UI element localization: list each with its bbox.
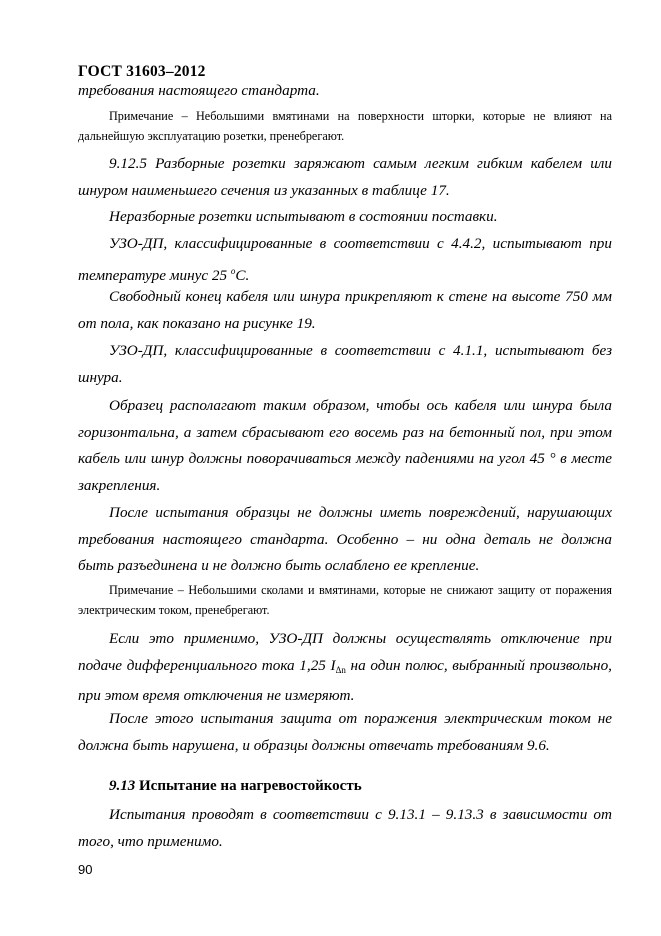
note-text: – Небольшими сколами и вмятинами, которые не снижают защиту от поражения электрическим током, пренебрегают. bbox=[78, 583, 612, 617]
paragraph-9-12-5: 9.12.5 Разборные розетки заряжают самым легким гибким кабелем или шнуром наименьшего сечения из указанных в таблице 17. bbox=[78, 155, 612, 199]
paragraph-uzo-4-4-2 bbox=[78, 231, 612, 289]
note-text: – Небольшими вмятинами на поверхности шторки, которые не влияют на дальнейшую эксплуатацию розетки, пренебрегают. bbox=[78, 109, 612, 143]
paragraph-protection: После этого испытания защита от поражения электрическим током не должна быть нарушена, и образцы должны отвечать требованиям 9.6. bbox=[78, 710, 612, 754]
paragraph-nonseparable: Неразборные розетки испытывают в состоянии поставки. bbox=[109, 208, 498, 225]
applicable-text-after: на один полюс, выбранный произвольно, при этом время отключения не измеряют. bbox=[78, 656, 612, 704]
degree-mark: о bbox=[230, 265, 236, 276]
document-code-header: ГОСТ 31603–2012 bbox=[78, 63, 206, 80]
note-chips bbox=[78, 580, 612, 620]
note-lead: Примечание bbox=[109, 583, 174, 597]
note-lead: Примечание bbox=[109, 109, 174, 123]
paragraph-tests: Испытания проводят в соответствии с 9.13.1 – 9.13.3 в зависимости от того, что применимо. bbox=[78, 806, 612, 850]
page-number: 90 bbox=[78, 862, 93, 877]
current-symbol: I bbox=[330, 656, 336, 674]
paragraph-free-end: Свободный конец кабеля или шнура прикрепляют к стене на высоте 750 мм от пола, как показано на рисунке 19. bbox=[78, 288, 612, 332]
section-title: Испытание на нагревостойкость bbox=[135, 778, 362, 794]
section-heading-9-13 bbox=[78, 778, 612, 795]
note-shutter bbox=[78, 106, 612, 146]
paragraph-applicable bbox=[78, 626, 612, 710]
paragraph-after-test: После испытания образцы не должны иметь повреждений, нарушающих требования настоящего стандарта. Особенно – ни одна деталь не должна быть разъединена и не должно быть ослаблено ее крепление. bbox=[78, 504, 612, 574]
applicable-text-before: Если это применимо, УЗО-ДП должны осуществлять отключение при подаче дифференциального тока 1,25 bbox=[78, 630, 612, 674]
uzo442-text: УЗО-ДП, классифицированные в соответствии с 4.4.2, испытывают при температуре минус 25 bbox=[78, 235, 612, 284]
paragraph-intro: требования настоящего стандарта. bbox=[78, 82, 320, 99]
section-number: 9.13 bbox=[109, 778, 136, 794]
current-subscript: Δn bbox=[335, 664, 346, 675]
celsius-unit: С. bbox=[235, 266, 250, 284]
paragraph-uzo-4-1-1: УЗО-ДП, классифицированные в соответствии с 4.1.1, испытывают без шнура. bbox=[78, 342, 612, 386]
paragraph-sample-drop: Образец располагают таким образом, чтобы ось кабеля или шнура была горизонтальна, а затем сбрасывают его восемь раз на бетонный пол, при этом кабель или шнур должны поворачиваться между падениями на угол 45 ° в месте закрепления. bbox=[78, 397, 612, 494]
